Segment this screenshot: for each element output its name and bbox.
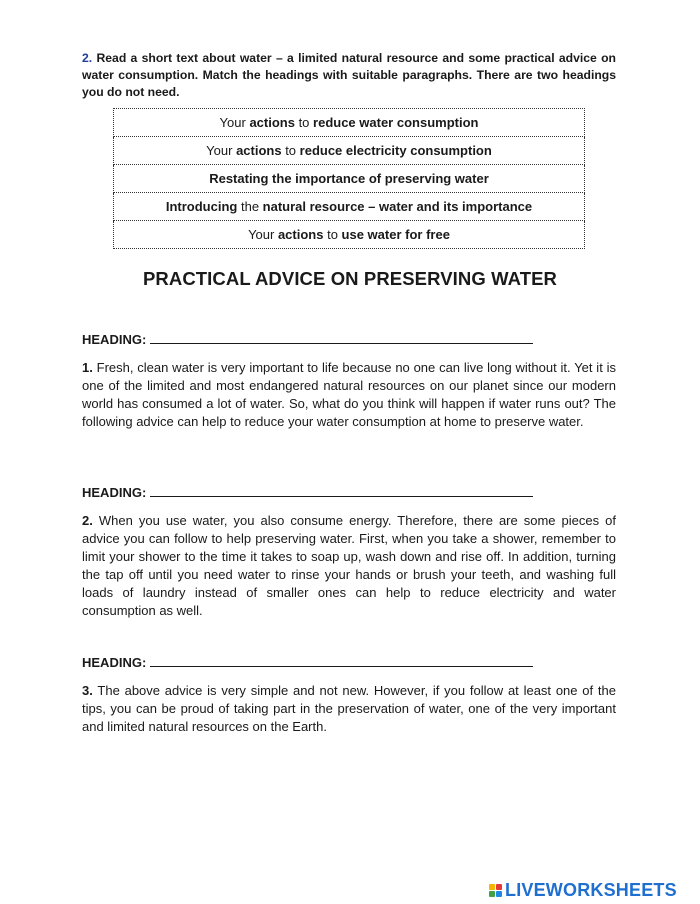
heading-answer-line[interactable] xyxy=(150,333,533,344)
paragraph-number: 2. xyxy=(82,513,93,528)
logo-square xyxy=(496,891,502,897)
heading-option-segment: Your xyxy=(248,227,278,242)
heading-option[interactable] xyxy=(114,221,585,249)
liveworksheets-logo-icon xyxy=(489,884,502,897)
heading-blank-2 xyxy=(82,485,533,500)
heading-option-row xyxy=(114,137,585,165)
heading-option-row xyxy=(114,193,585,221)
heading-option-row xyxy=(114,109,585,137)
logo-text: LIVEWORKSHEETS xyxy=(505,879,677,900)
heading-option-segment: to xyxy=(323,227,342,242)
heading-option-segment: Restating the importance of preserving water xyxy=(209,171,489,186)
paragraph-number: 1. xyxy=(82,360,93,375)
exercise-number: 2. xyxy=(82,51,93,65)
heading-option[interactable] xyxy=(114,165,585,193)
liveworksheets-logo xyxy=(489,880,677,900)
heading-option[interactable] xyxy=(114,109,585,137)
logo-square xyxy=(489,891,495,897)
paragraph-text: The above advice is very simple and not new. However, if you follow at least one of the tips, you can be proud of taking part in the preservation of water, one of the very important and limited natural resources on the Earth. xyxy=(82,683,616,734)
heading-option-segment: to xyxy=(281,143,300,158)
heading-option-segment: Your xyxy=(219,115,250,130)
paragraph-3 xyxy=(82,682,616,736)
heading-option[interactable] xyxy=(114,193,585,221)
heading-label: HEADING: xyxy=(82,655,147,670)
heading-label: HEADING: xyxy=(82,485,147,500)
heading-option[interactable] xyxy=(114,137,585,165)
exercise-instructions xyxy=(82,50,616,101)
page-title: PRACTICAL ADVICE ON PRESERVING WATER xyxy=(142,268,558,289)
paragraph-text: When you use water, you also consume energy. Therefore, there are some pieces of advice you can follow to help preserving water. First, when you take a shower, remember to limit your shower to the time it takes to soap up, wash down and rise off. In addition, turning the tap off until you need water to rinse your hands or brush your teeth, and washing full loads of laundry instead of smaller ones can help to reduce electricity and water consumption as well. xyxy=(82,513,616,618)
heading-answer-line[interactable] xyxy=(150,656,533,667)
heading-answer-line[interactable] xyxy=(150,486,533,497)
heading-blank-1 xyxy=(82,332,533,347)
paragraph-2 xyxy=(82,512,616,620)
heading-option-segment: use water for free xyxy=(341,227,450,242)
paragraph-number: 3. xyxy=(82,683,93,698)
heading-option-segment: Your xyxy=(206,143,237,158)
instructions-text: Read a short text about water – a limited natural resource and some practical advice on water consumption. Match the headings with suitable paragraphs. There are two headings you do not need. xyxy=(82,51,616,99)
heading-option-row xyxy=(114,221,585,249)
heading-option-segment: the xyxy=(237,199,263,214)
heading-option-segment: reduce electricity consumption xyxy=(299,143,492,158)
paragraph-1 xyxy=(82,359,616,431)
heading-option-segment: reduce water consumption xyxy=(313,115,479,130)
heading-blank-3 xyxy=(82,655,533,670)
logo-square xyxy=(496,884,502,890)
heading-option-segment: natural resource – water and its importance xyxy=(262,199,533,214)
heading-option-segment: actions xyxy=(277,227,324,242)
heading-option-segment: actions xyxy=(249,115,295,130)
heading-option-segment: actions xyxy=(236,143,282,158)
logo-square xyxy=(489,884,495,890)
paragraph-text: Fresh, clean water is very important to life because no one can live long without it. Yet it is one of the limited and most endangered natural resources on our planet since our modern world has consumed a lot of water. So, what do you think will happen if water runs out? The following advice can help to reduce your water consumption at home to preserve water. xyxy=(82,360,616,429)
headings-options-table xyxy=(113,108,585,249)
heading-option-segment: Introducing xyxy=(165,199,238,214)
heading-option-row xyxy=(114,165,585,193)
heading-label: HEADING: xyxy=(82,332,147,347)
heading-option-segment: to xyxy=(294,115,314,130)
